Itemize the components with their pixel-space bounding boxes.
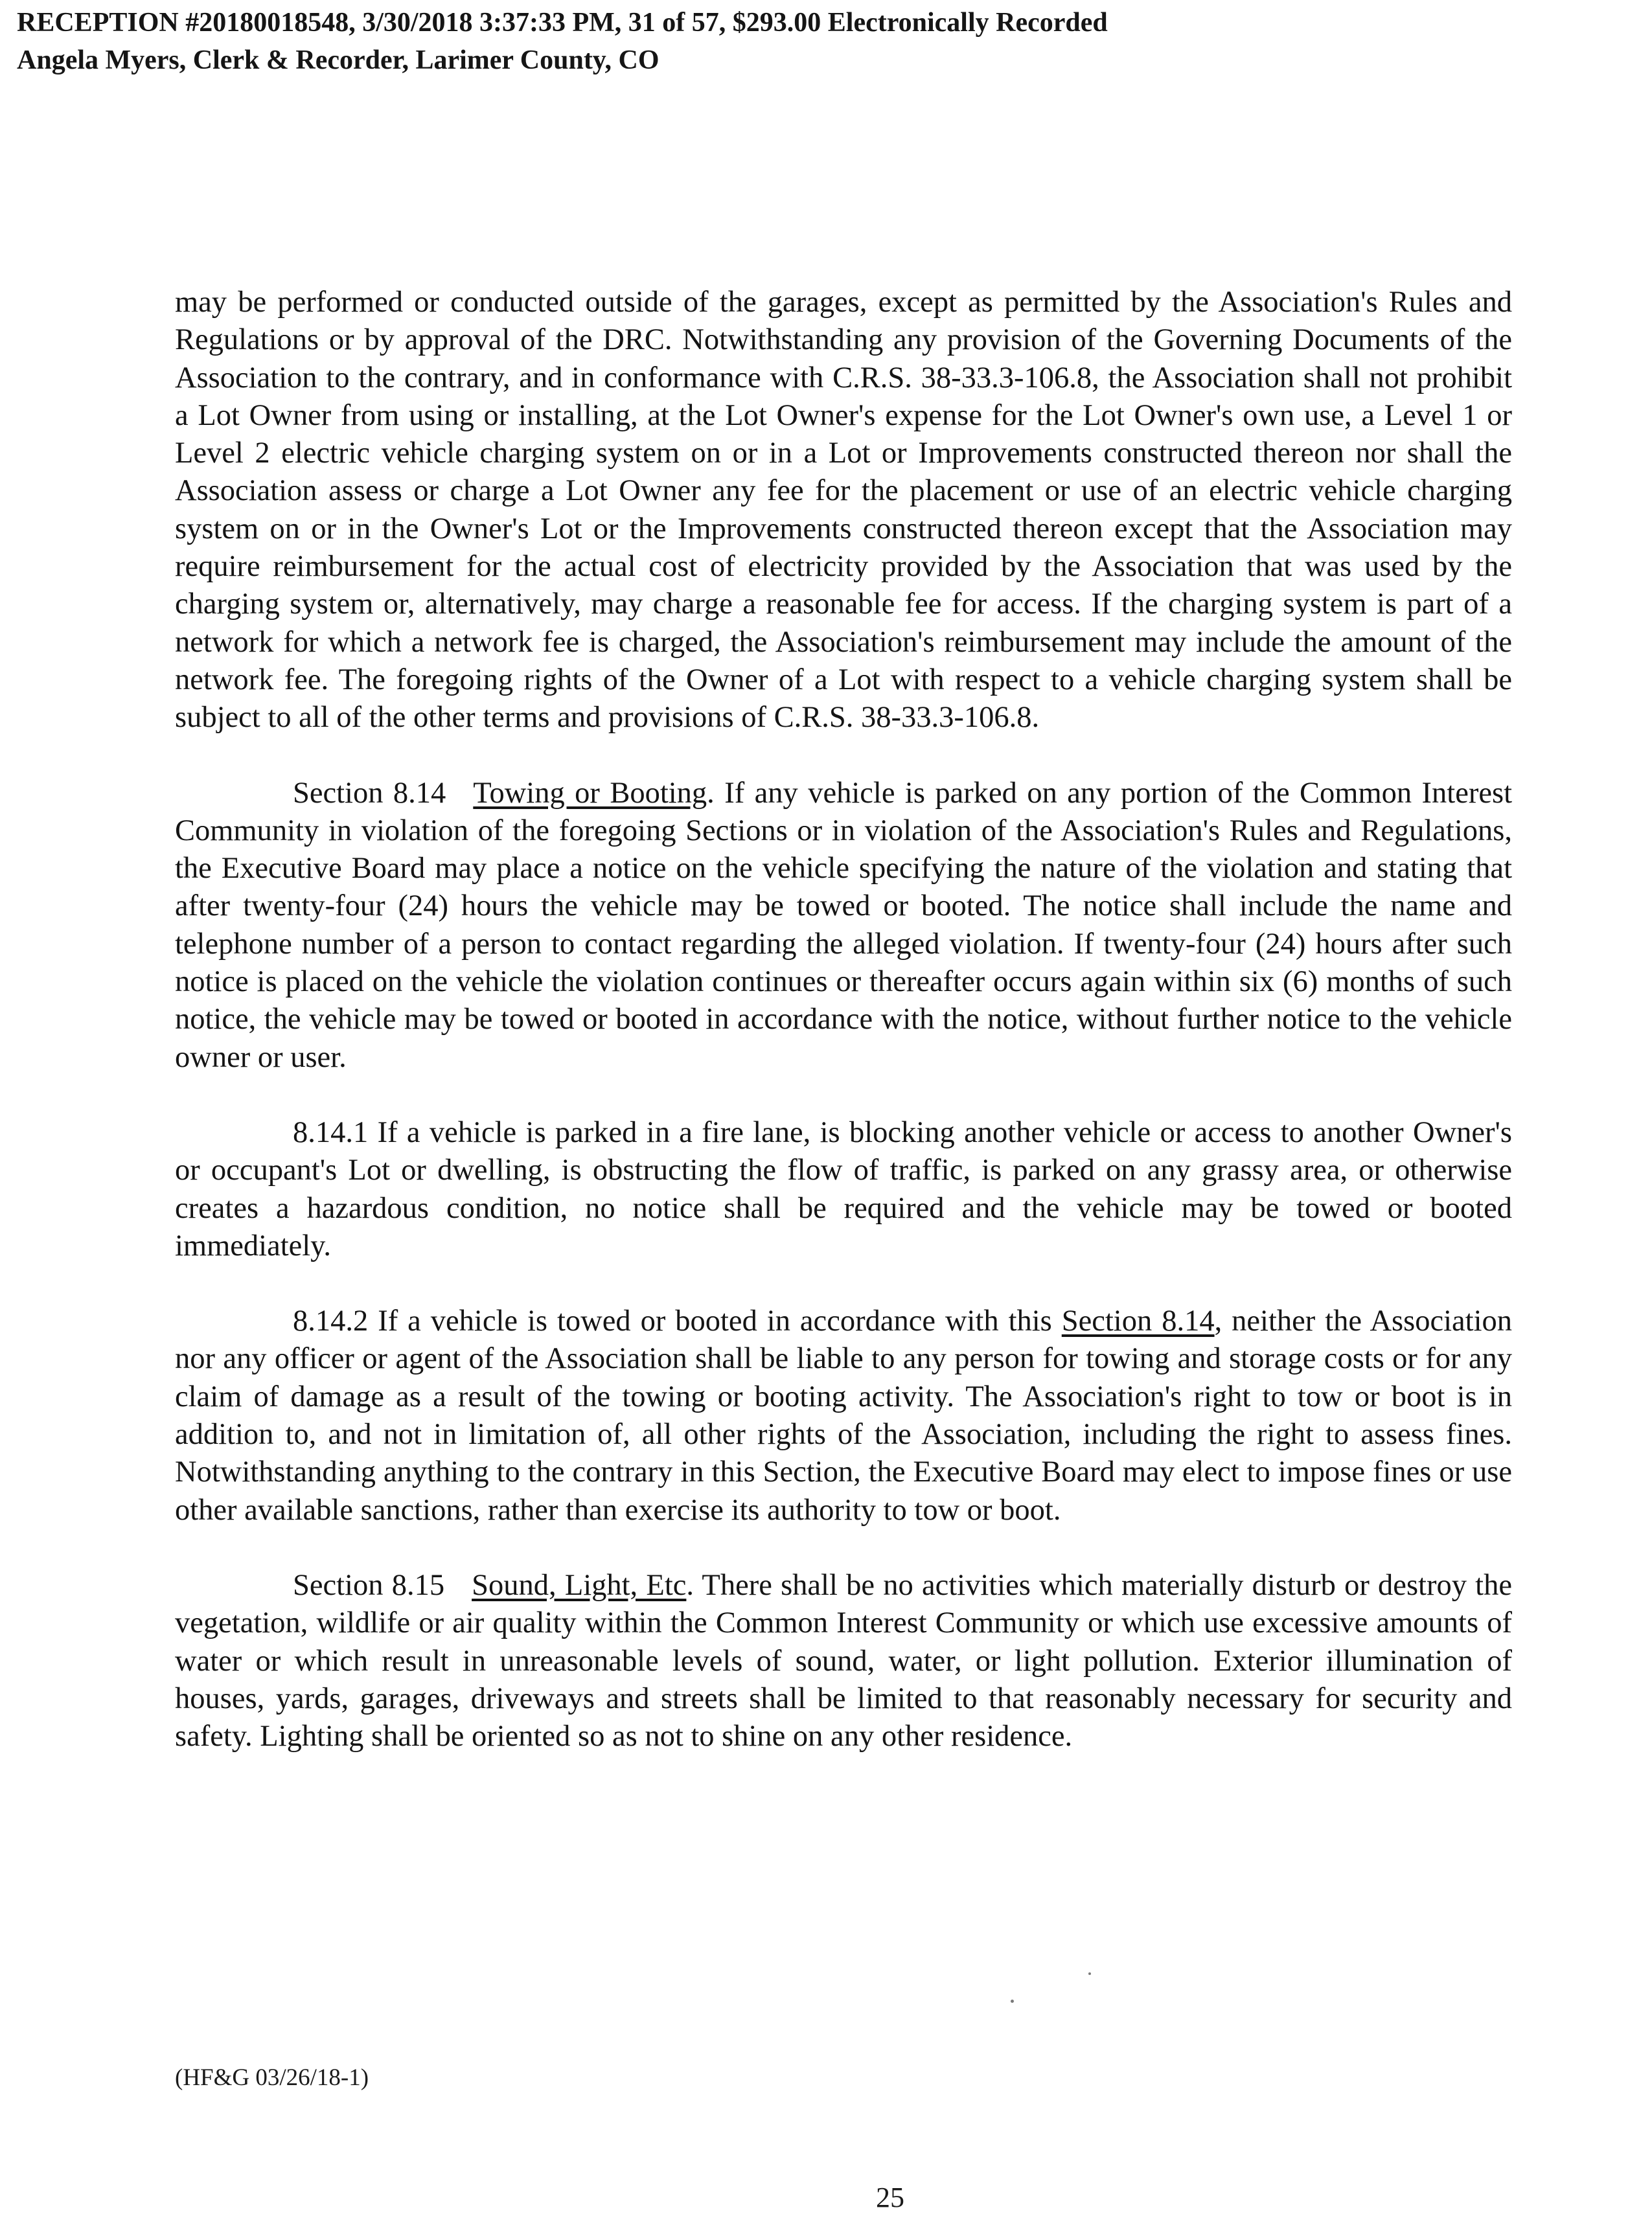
recording-stamp-line-2: Angela Myers, Clerk & Recorder, Larimer County, CO bbox=[17, 45, 660, 75]
recording-stamp-line-1: RECEPTION #20180018548, 3/30/2018 3:37:33 PM, 31 of 57, $293.00 Electronically Recorded bbox=[17, 8, 1108, 38]
section-8-14-2-text: , neither the Association nor any officer or agent of the Association shall be liable to any person for towing and storage costs or for any claim of damage as a result of the towing or booting activity. The Association's right to tow or boot is in addition to, and not in limitation of, all other rights of the Association, including the right to assess fines. Notwithstanding anything to the contrary in this Section, the Executive Board may elect to impose fines or use other available sanctions, rather than exercise its authority to tow or boot. bbox=[175, 1305, 1513, 1527]
section-8-15-number: Section 8.15 bbox=[293, 1568, 445, 1602]
section-8-14-text: . If any vehicle is parked on any portion of the Common Interest Community in violation of the foregoing Sections or in violation of the Association's Rules and Regulations, the Executive Board may place a notice on the vehicle specifying the nature of the violation and stating that after twenty-four (24) hours the vehicle may be towed or booted. The notice shall include the name and telephone number of a person to contact regarding the alleged violation. If twenty-four (24) hours after such notice is placed on the vehicle the violation continues or thereafter occurs again within six (6) months of such notice, the vehicle may be towed or booted in accordance with the notice, without further notice to the vehicle owner or user. bbox=[175, 776, 1512, 1074]
page-number: 25 bbox=[876, 2182, 904, 2213]
section-8-14-2-paragraph bbox=[175, 1303, 1512, 1529]
section-8-14-cross-reference: Section 8.14 bbox=[1061, 1305, 1215, 1338]
section-8-14-1-paragraph: 8.14.1 If a vehicle is parked in a fire lane, is blocking another vehicle or access to another Owner's or occupant's Lot or dwelling, is obstructing the flow of traffic, is parked on any grassy area, or otherwise creates a hazardous condition, no notice shall be required and the vehicle may be towed or booted immediately. bbox=[175, 1115, 1512, 1262]
section-8-15-title: Sound, Light, Etc bbox=[472, 1568, 687, 1602]
recording-stamp-header bbox=[17, 4, 1572, 79]
section-8-14-paragraph bbox=[175, 775, 1512, 1077]
document-body bbox=[175, 284, 1512, 1793]
document-footer-id: (HF&G 03/26/18-1) bbox=[175, 2064, 369, 2091]
scan-artifact-dot bbox=[1088, 1972, 1091, 1975]
section-8-14-number: Section 8.14 bbox=[293, 776, 446, 810]
section-8-14-2-lead: 8.14.2 If a vehicle is towed or booted in accordance with this bbox=[293, 1305, 1062, 1338]
section-8-15-text: . There shall be no activities which materially disturb or destroy the vegetation, wildlife or air quality within the Common Interest Community or which use excessive amounts of water or which result in unreasonable levels of sound, water, or light pollution. Exterior illumination of houses, yards, garages, driveways and streets shall be limited to that reasonably necessary for security and safety. Lighting shall be oriented so as not to shine on any other residence. bbox=[175, 1568, 1512, 1753]
section-8-15-paragraph bbox=[175, 1567, 1512, 1755]
paragraph-electric-vehicle-charging: may be performed or conducted outside of the garages, except as permitted by the Association's Rules and Regulations or by approval of the DRC. Notwithstanding any provision of the Governing Documents of the Association to the contrary, and in conformance with C.R.S. 38-33.3-106.8, the Association shall not prohibit a Lot Owner from using or installing, at the Lot Owner's expense for the Lot Owner's own use, a Level 1 or Level 2 electric vehicle charging system on or in a Lot or Improvements constructed thereon nor shall the Association assess or charge a Lot Owner any fee for the placement or use of an electric vehicle charging system on or in the Owner's Lot or the Improvements constructed thereon except that the Association may require reimbursement for the actual cost of electricity provided by the Association that was used by the charging system or, alternatively, may charge a reasonable fee for access. If the charging system is part of a network for which a network fee is charged, the Association's reimbursement may include the amount of the network fee. The foregoing rights of the Owner of a Lot with respect to a vehicle charging system shall be subject to all of the other terms and provisions of C.R.S. 38-33.3-106.8. bbox=[175, 286, 1512, 735]
section-8-14-title: Towing or Booting bbox=[473, 776, 707, 810]
scan-artifact-dot bbox=[1011, 2000, 1014, 2003]
